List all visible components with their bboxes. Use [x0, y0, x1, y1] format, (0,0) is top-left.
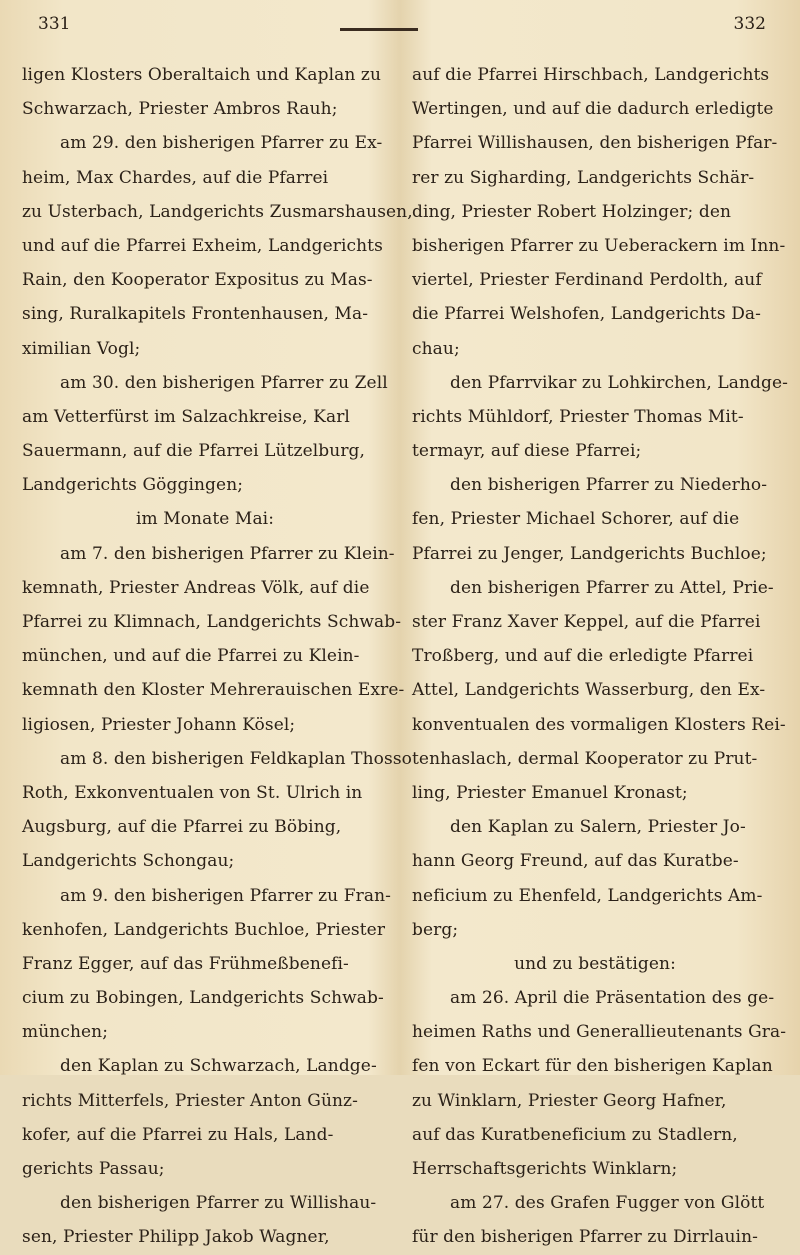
text-line: Wertingen, und auf die dadurch erledigte [412, 99, 774, 120]
text-line: und auf die Pfarrei Exheim, Landgerichts [22, 235, 383, 256]
text-line: ligen Klosters Oberaltaich und Kaplan zu [22, 65, 381, 85]
text-line: auf die Pfarrei Hirschbach, Landgerichts [412, 65, 770, 85]
text-line: neficium zu Ehenfeld, Landgerichts Am- [412, 885, 763, 906]
text-line: den Pfarrvikar zu Lohkirchen, Landge- [450, 372, 788, 393]
text-line: den Kaplan zu Schwarzach, Landge- [60, 1056, 377, 1077]
text-line: Sauermann, auf die Pfarrei Lützelburg, [22, 441, 366, 462]
text-line: Schwarzach, Priester Ambros Rauh; [22, 99, 338, 120]
text-line: richts Mühldorf, Priester Thomas Mit- [412, 406, 744, 427]
right-text-column [412, 58, 788, 1255]
text-line: kemnath, Priester Andreas Völk, auf die [22, 577, 370, 598]
text-line: rer zu Sigharding, Landgerichts Schär- [412, 167, 755, 188]
text-line: Pfarrei zu Jenger, Landgerichts Buchloe; [412, 543, 767, 564]
text-line: münchen, und auf die Pfarrei zu Klein- [22, 646, 360, 667]
text-line: ligiosen, Priester Johann Kösel; [22, 714, 296, 735]
text-line: ling, Priester Emanuel Kronast; [412, 782, 688, 803]
text-line: kenhofen, Landgerichts Buchloe, Priester [22, 919, 386, 940]
text-line: tenhaslach, dermal Kooperator zu Prut- [412, 748, 758, 769]
text-line: am 7. den bisherigen Pfarrer zu Klein- [60, 543, 395, 564]
text-line: chau; [412, 338, 460, 359]
text-line: konventualen des vormaligen Klosters Rei- [412, 714, 786, 735]
header-rule [340, 28, 418, 31]
text-line: Pfarrei Willishausen, den bisherigen Pfar- [412, 133, 778, 154]
text-line: Roth, Exkonventualen von St. Ulrich in [22, 782, 363, 803]
text-line: Pfarrei zu Klimnach, Landgerichts Schwab- [22, 612, 402, 632]
text-line: berg; [412, 919, 459, 940]
left-text-column [22, 58, 413, 1255]
text-line: sing, Ruralkapitels Frontenhausen, Ma- [22, 304, 369, 325]
text-line: den bisherigen Pfarrer zu Willishau- [60, 1193, 377, 1214]
text-line: am 9. den bisherigen Pfarrer zu Fran- [60, 885, 391, 906]
text-line: gerichts Passau; [22, 1159, 165, 1179]
text-line: am 8. den bisherigen Feldkaplan Thosso [60, 748, 412, 769]
text-line: kemnath den Kloster Mehrerauischen Exre- [22, 680, 405, 701]
section-heading: im Monate Mai: [135, 509, 275, 530]
text-line: ximilian Vogl; [22, 338, 141, 359]
text-line: ding, Priester Robert Holzinger; den [412, 201, 732, 222]
text-line: auf das Kuratbeneficium zu Stadlern, [412, 1124, 738, 1145]
page-number-left: 331 [38, 14, 71, 34]
text-line: hann Georg Freund, auf das Kuratbe- [412, 851, 739, 872]
text-line: münchen; [22, 1022, 109, 1043]
text-line: die Pfarrei Welshofen, Landgerichts Da- [412, 304, 762, 325]
text-line: zu Usterbach, Landgerichts Zusmarshausen, [22, 201, 413, 222]
text-line: zu Winklarn, Priester Georg Hafner, [412, 1090, 727, 1111]
text-line: am Vetterfürst im Salzachkreise, Karl [22, 406, 350, 427]
text-line: Augsburg, auf die Pfarrei zu Böbing, [22, 817, 342, 838]
text-line: Attel, Landgerichts Wasserburg, den Ex- [412, 680, 766, 701]
text-line: viertel, Priester Ferdinand Perdolth, auf [412, 270, 762, 291]
text-line: fen, Priester Michael Schorer, auf die [412, 509, 740, 530]
text-line: Landgerichts Schongau; [22, 851, 235, 872]
text-line: richts Mitterfels, Priester Anton Günz- [22, 1090, 358, 1111]
text-line: Troßberg, und auf die erledigte Pfarrei [412, 646, 754, 667]
text-line: den bisherigen Pfarrer zu Niederho- [450, 475, 768, 496]
text-line: am 27. des Grafen Fugger von Glött [450, 1193, 765, 1214]
text-line: fen von Eckart für den bisherigen Kaplan [412, 1056, 773, 1077]
text-line: Landgerichts Göggingen; [22, 475, 244, 496]
text-line: am 26. April die Präsentation des ge- [450, 988, 775, 1009]
text-line: Franz Egger, auf das Frühmeßbenefi- [22, 953, 349, 974]
page-number-right: 332 [733, 14, 766, 34]
text-line: den bisherigen Pfarrer zu Attel, Prie- [450, 577, 774, 598]
text-line: cium zu Bobingen, Landgerichts Schwab- [22, 988, 384, 1009]
text-line: heimen Raths und Generallieutenants Gra- [412, 1022, 787, 1043]
text-line: sen, Priester Philipp Jakob Wagner, [22, 1227, 330, 1248]
text-line: am 30. den bisherigen Pfarrer zu Zell [60, 372, 388, 393]
text-line: heim, Max Chardes, auf die Pfarrei [22, 167, 329, 188]
text-line: termayr, auf diese Pfarrei; [412, 441, 642, 462]
text-line: bisherigen Pfarrer zu Ueberackern im Inn- [412, 235, 786, 256]
section-heading: und zu bestätigen: [514, 953, 676, 974]
text-line: Rain, den Kooperator Expositus zu Mas- [22, 270, 373, 291]
text-line: kofer, auf die Pfarrei zu Hals, Land- [22, 1124, 334, 1145]
text-line: ster Franz Xaver Keppel, auf die Pfarrei [412, 612, 761, 632]
text-line: Herrschaftsgerichts Winklarn; [412, 1159, 678, 1179]
text-line: den Kaplan zu Salern, Priester Jo- [450, 817, 746, 838]
text-line: am 29. den bisherigen Pfarrer zu Ex- [60, 133, 383, 154]
text-line: für den bisherigen Pfarrer zu Dirrlauin- [412, 1227, 758, 1248]
